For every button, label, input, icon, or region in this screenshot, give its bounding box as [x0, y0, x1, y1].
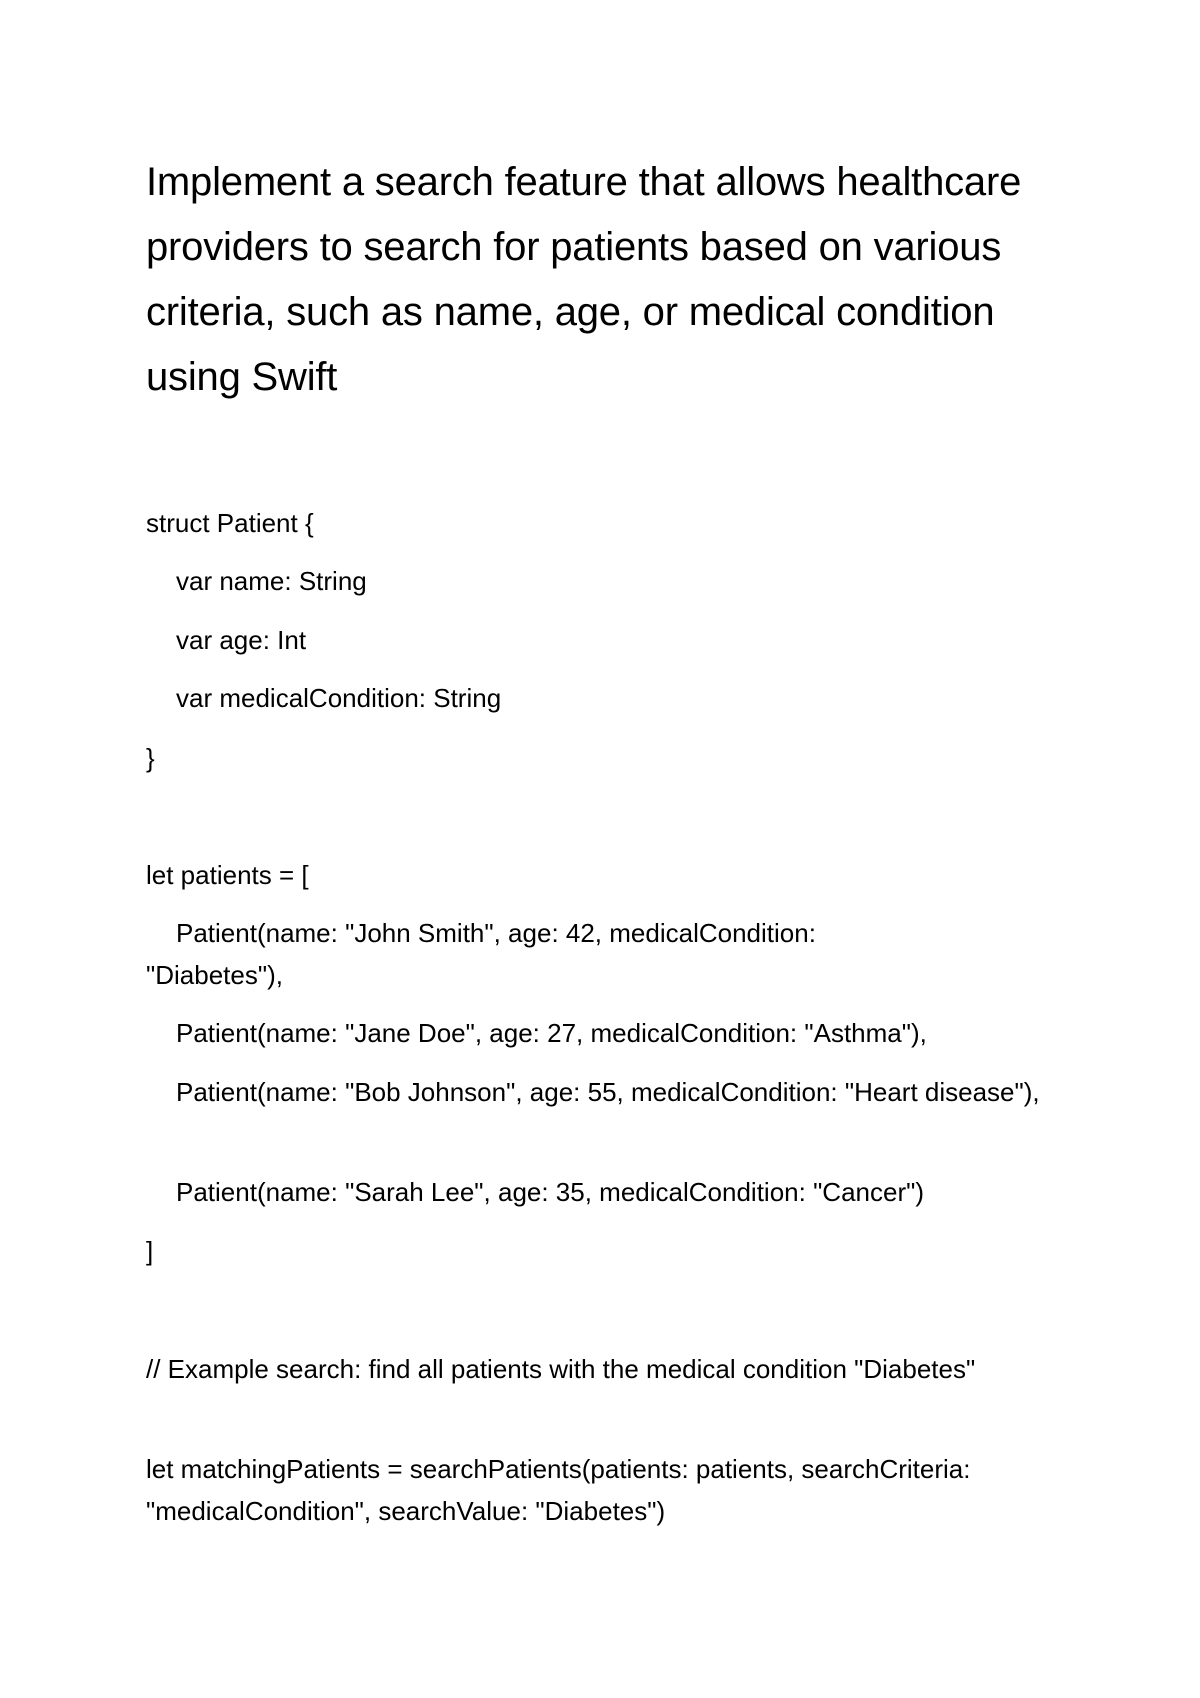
code-line: var age: Int [176, 625, 307, 655]
code-line: Patient(name: "Jane Doe", age: 27, medicalCondition: "Asthma"), [176, 1018, 927, 1048]
code-line: var medicalCondition: String [176, 683, 502, 713]
code-line: } [146, 743, 155, 773]
code-line: Patient(name: "Bob Johnson", age: 55, medicalCondition: "Heart disease"), [176, 1077, 1040, 1107]
code-line: Patient(name: "Sarah Lee", age: 35, medicalCondition: "Cancer") [176, 1177, 924, 1207]
code-line: Patient(name: "John Smith", age: 42, medicalCondition: "Diabetes"), [146, 918, 816, 990]
code-line: let matchingPatients = searchPatients(patients: patients, searchCriteria: "medicalCondition", searchValue: "Diabetes") [146, 1454, 971, 1526]
code-line: struct Patient { [146, 508, 314, 538]
comment-line: // Example search: find all patients with the medical condition "Diabetes" [146, 1354, 976, 1384]
code-line: ] [146, 1236, 154, 1266]
code-line: let patients = [ [146, 860, 309, 890]
code-line: var name: String [176, 566, 367, 596]
document-title: Implement a search feature that allows healthcare providers to search for patients based on various criteria, such as name, age, or medical condition using Swift [146, 160, 1022, 399]
